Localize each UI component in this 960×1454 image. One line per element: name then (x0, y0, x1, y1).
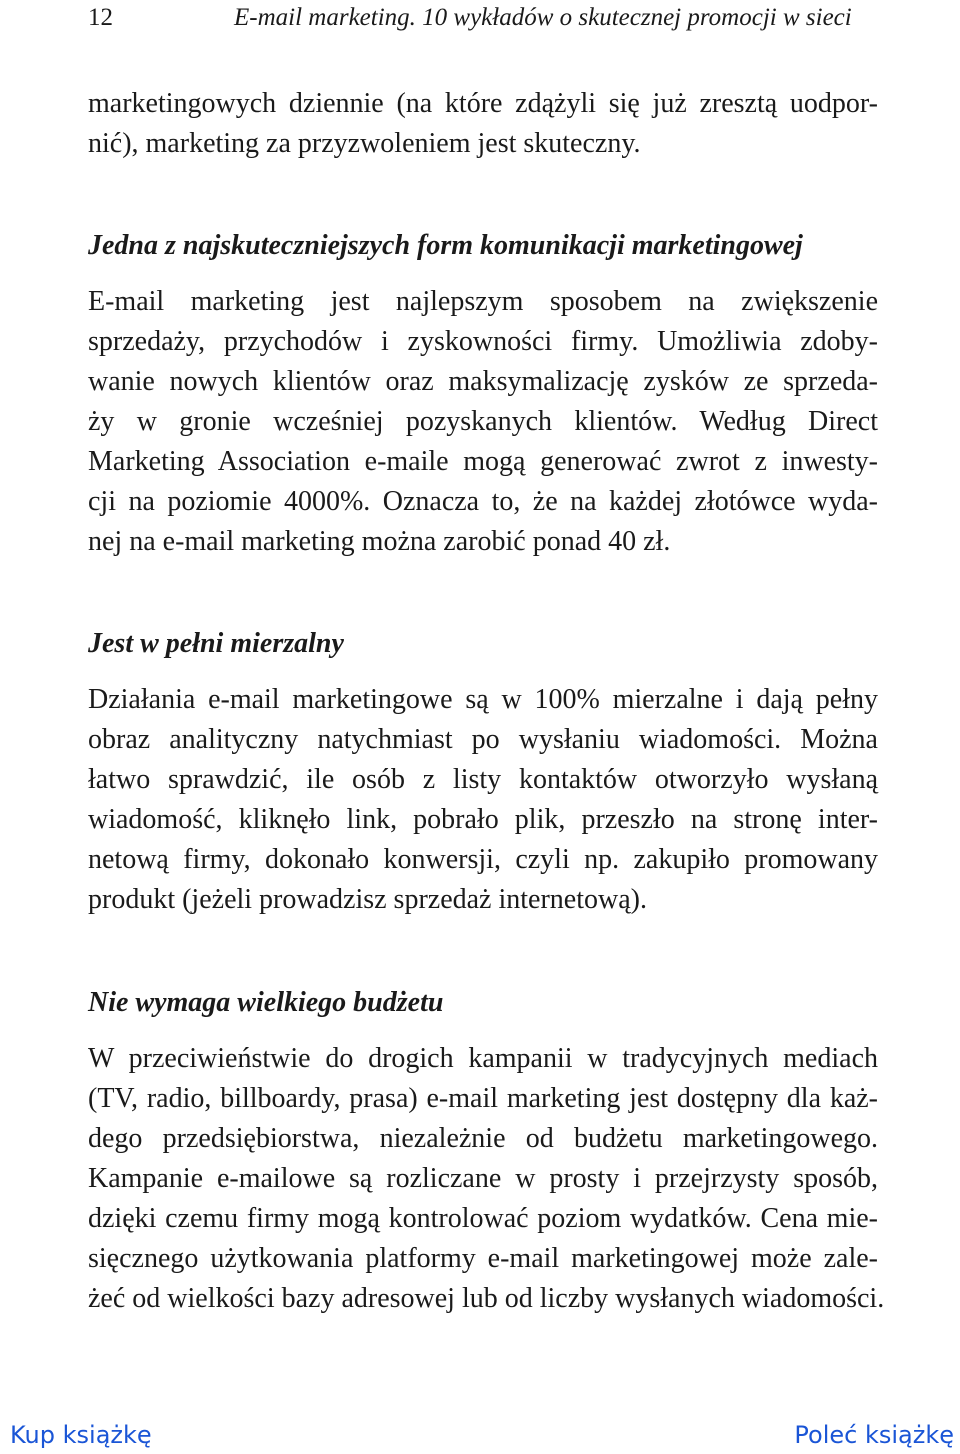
section-heading (88, 983, 878, 1023)
buy-book-link[interactable]: Kup książkę (10, 1421, 152, 1449)
page-number: 12 (88, 4, 113, 31)
text-line: marketingowych dziennie (na które zdążyli się już zresztą uodpor- (88, 88, 878, 119)
text-line: netową firmy, dokonało konwersji, czyli np. zakupiło promowany (88, 844, 878, 875)
text-line: sprzedaży, przychodów i zyskowności firmy. Umożliwia zdoby- (88, 326, 878, 357)
text-line: Marketing Association e-maile mogą generować zwrot z inwesty- (88, 446, 878, 477)
text-line: ży w gronie wcześniej pozyskanych klientów. Według Direct (88, 406, 878, 437)
text-line: wanie nowych klientów oraz maksymalizację zysków ze sprzeda- (88, 366, 878, 397)
section-paragraph (88, 282, 878, 562)
section-paragraph (88, 1039, 885, 1319)
section-heading (88, 624, 878, 664)
text-line: Działania e-mail marketingowe są w 100% mierzalne i dają pełny (88, 684, 878, 715)
text-line: sięcznego użytkowania platformy e-mail marketingowej może zale- (88, 1243, 878, 1274)
section-heading-text: Nie wymaga wielkiego budżetu (88, 987, 444, 1018)
text-line: nej na e-mail marketing można zarobić ponad 40 zł. (88, 526, 671, 557)
text-line: cji na poziomie 4000%. Oznacza to, że na każdej złotówce wyda- (88, 486, 878, 517)
text-line: E-mail marketing jest najlepszym sposobem na zwiększenie (88, 286, 878, 317)
text-line: nić), marketing za przyzwoleniem jest skuteczny. (88, 128, 641, 159)
text-line: łatwo sprawdzić, ile osób z listy kontaktów otworzyło wysłaną (88, 764, 878, 795)
text-line: produkt (jeżeli prowadzisz sprzedaż internetową). (88, 884, 647, 915)
text-line: wiadomość, kliknęło link, pobrało plik, przeszło na stronę inter- (88, 804, 878, 835)
section-heading-text: Jedna z najskuteczniejszych form komunikacji marketingowej (88, 230, 803, 261)
text-line: dego przedsiębiorstwa, niezależnie od budżetu marketingowego. (88, 1123, 878, 1154)
section-heading-text: Jest w pełni mierzalny (88, 628, 344, 659)
section-heading (88, 226, 878, 266)
text-line: obraz analityczny natychmiast po wysłaniu wiadomości. Można (88, 724, 878, 755)
text-line: W przeciwieństwie do drogich kampanii w tradycyjnych mediach (88, 1043, 878, 1074)
text-line: żeć od wielkości bazy adresowej lub od liczby wysłanych wiadomości. (88, 1283, 885, 1314)
intro-paragraph (88, 84, 878, 164)
text-line: Kampanie e-mailowe są rozliczane w prosty i przejrzysty sposób, (88, 1163, 878, 1194)
recommend-book-link[interactable]: Poleć książkę (794, 1421, 954, 1449)
running-title: E-mail marketing. 10 wykładów o skutecznej promocji w sieci (234, 4, 852, 31)
text-line: dzięki czemu firmy mogą kontrolować poziom wydatków. Cena mie- (88, 1203, 878, 1234)
running-header (88, 2, 920, 34)
section-paragraph (88, 680, 878, 920)
text-line: (TV, radio, billboardy, prasa) e-mail marketing jest dostępny dla każ- (88, 1083, 878, 1114)
page-footer (0, 1416, 960, 1454)
